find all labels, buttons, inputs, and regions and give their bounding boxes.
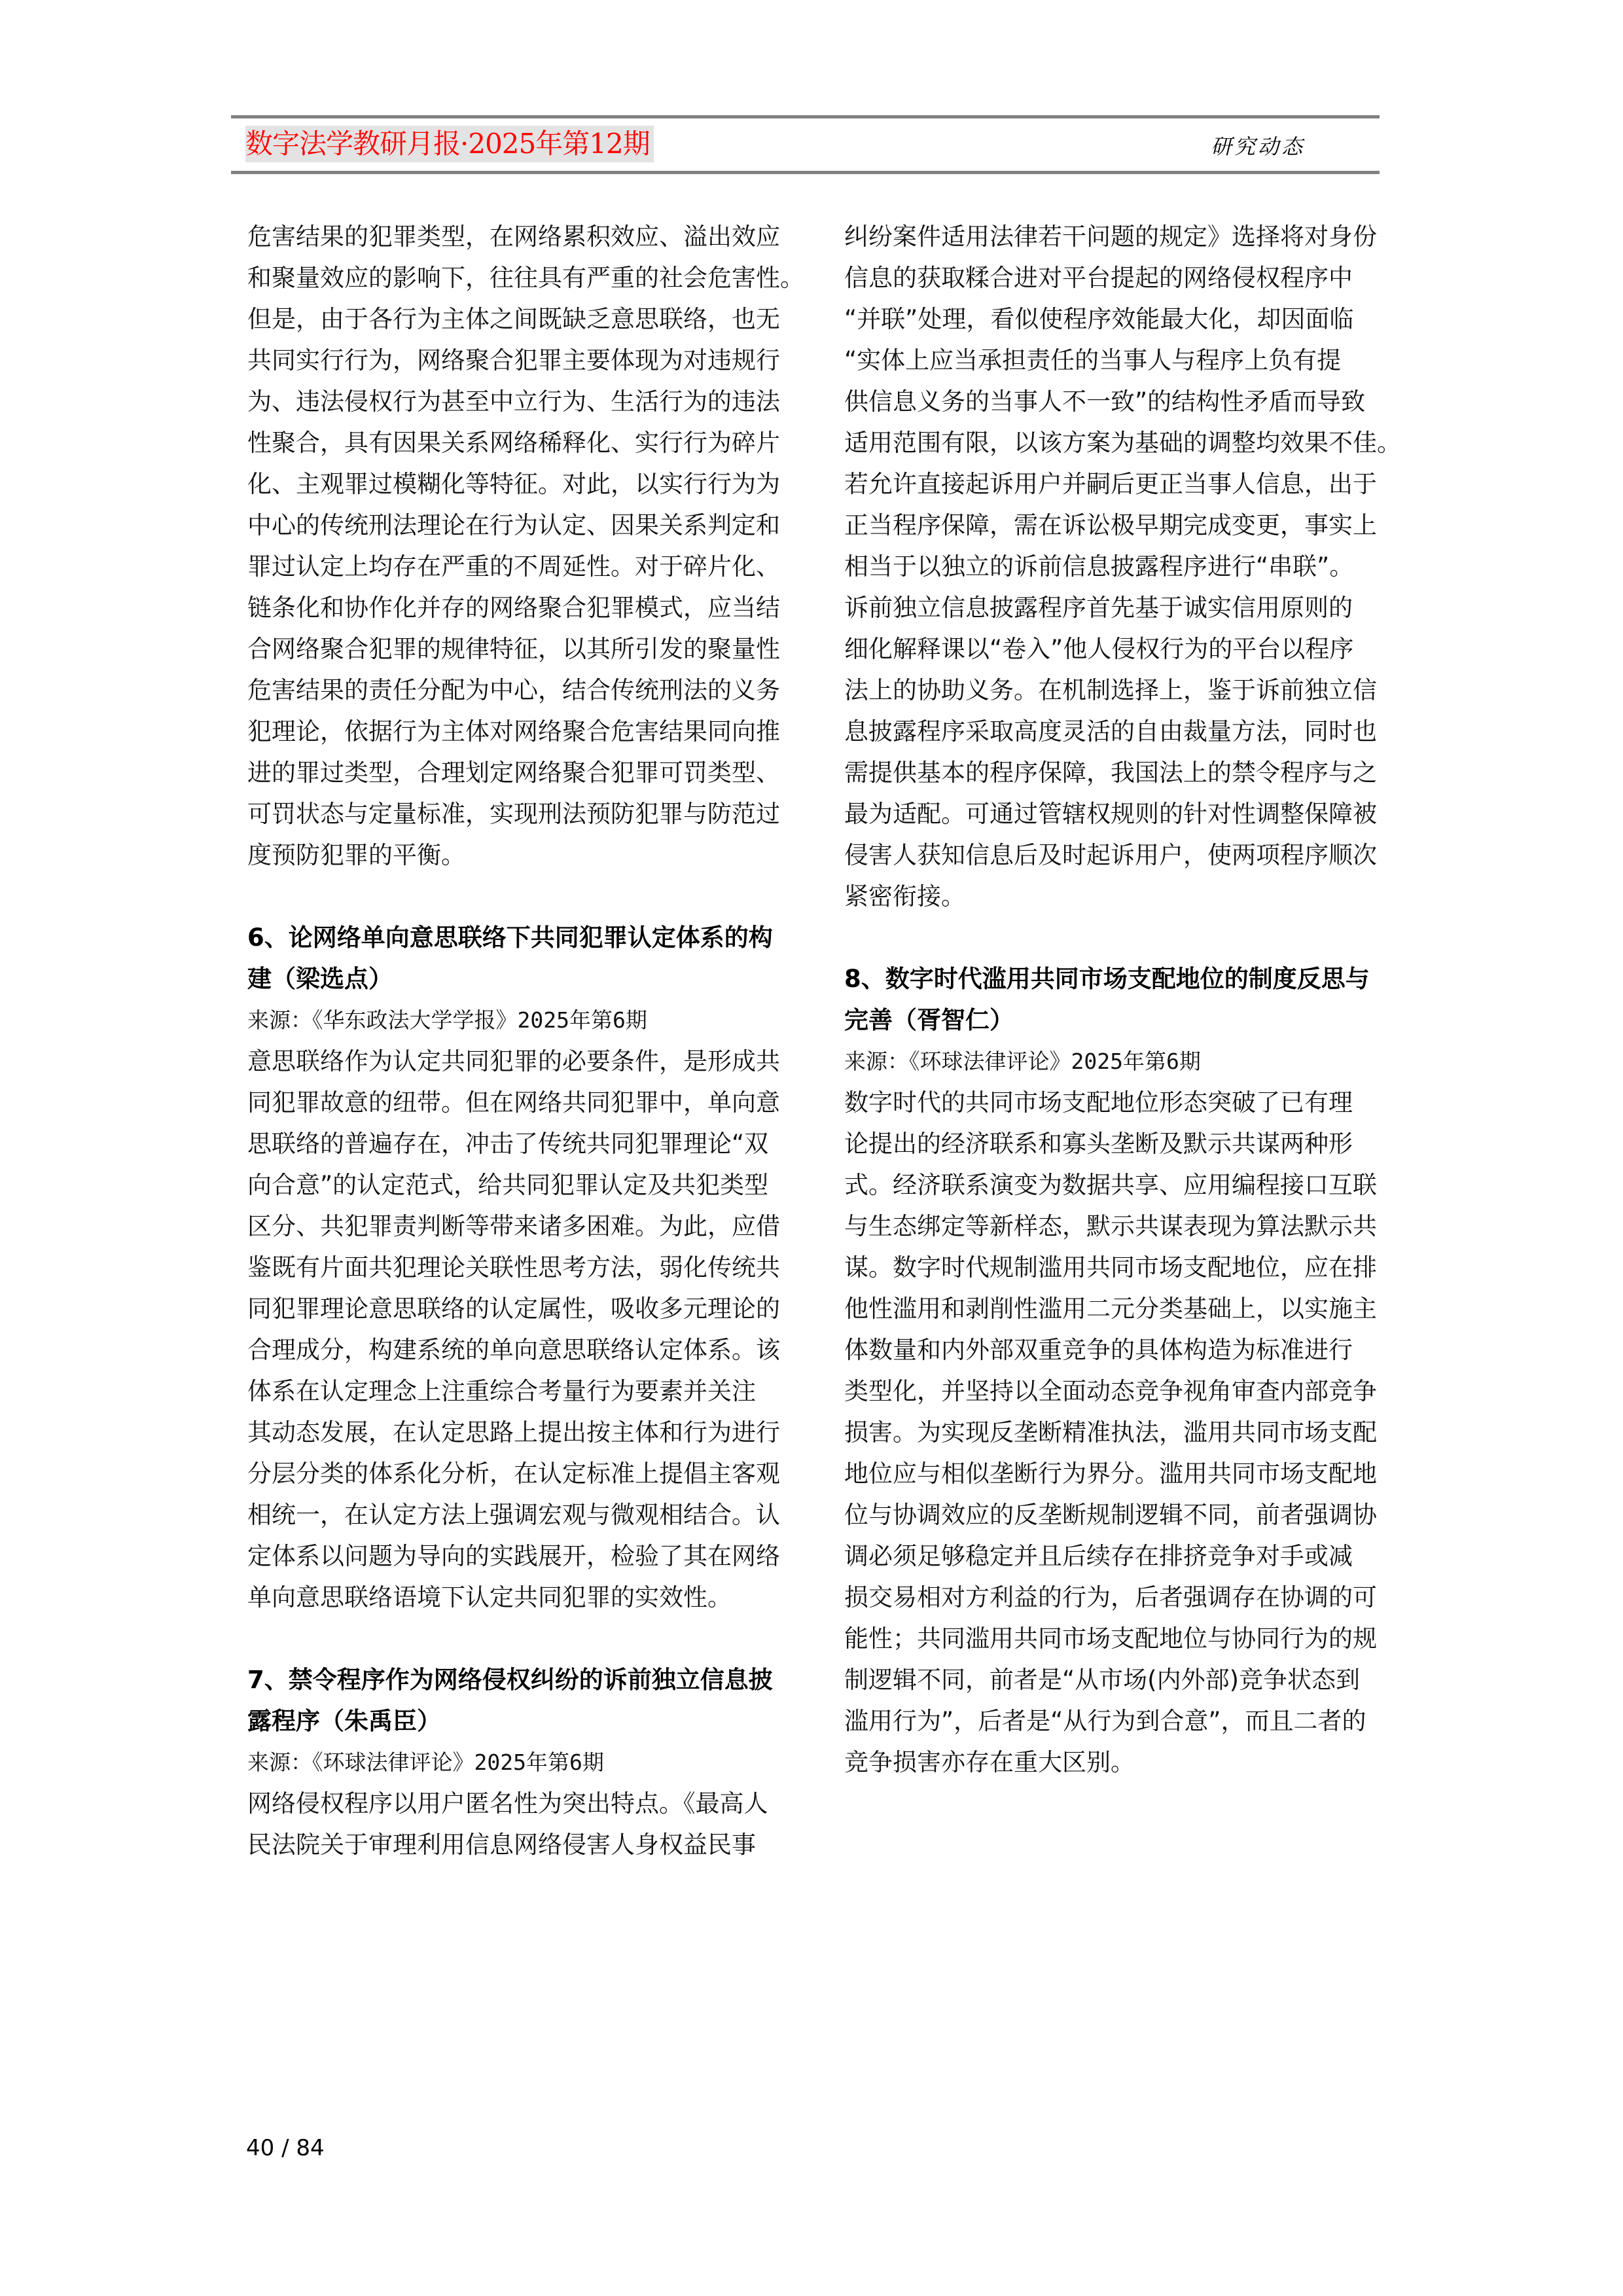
text-line: 适用范围有限，以该方案为基础的调整均效果不佳。 bbox=[844, 429, 1401, 457]
article-8 bbox=[844, 958, 1407, 1783]
text-line: 地位应与相似垄断行为界分。滥用共同市场支配地 bbox=[844, 1460, 1377, 1488]
text-line: 紧密衔接。 bbox=[844, 882, 965, 910]
text-line: 合网络聚合犯罪的规律特征，以其所引发的聚量性 bbox=[247, 635, 780, 663]
text-line: 共同实行行为，网络聚合犯罪主要体现为对违规行 bbox=[247, 346, 780, 374]
text-line: 性聚合，具有因果关系网络稀释化、实行行为碎片 bbox=[247, 429, 780, 457]
text-line: 和聚量效应的影响下，往往具有严重的社会危害性。 bbox=[247, 264, 804, 292]
right-column bbox=[844, 216, 1407, 1783]
header-rule-bottom bbox=[231, 171, 1380, 174]
text-line: 需提供基本的程序保障，我国法上的禁令程序与之 bbox=[844, 759, 1377, 787]
text-line: 可罚状态与定量标准，实现刑法预防犯罪与防范过 bbox=[247, 800, 780, 828]
text-line: 位与协调效应的反垄断规制逻辑不同，前者强调协 bbox=[844, 1501, 1377, 1529]
text-line: 度预防犯罪的平衡。 bbox=[247, 841, 465, 869]
text-line: 谋。数字时代规制滥用共同市场支配地位，应在排 bbox=[844, 1253, 1377, 1282]
text-line: 鉴既有片面共犯理论关联性思考方法，弱化传统共 bbox=[247, 1253, 780, 1282]
text-line: 网络侵权程序以用户匿名性为突出特点。《最高人 bbox=[247, 1789, 768, 1818]
text-line: 滥用行为”，后者是“从行为到合意”，而且二者的 bbox=[844, 1707, 1366, 1735]
text-line: 制逻辑不同，前者是“从市场(内外部)竞争状态到 bbox=[844, 1666, 1361, 1694]
text-line: 竞争损害亦存在重大区别。 bbox=[844, 1748, 1135, 1776]
text-line: 罪过认定上均存在严重的不周延性。对于碎片化、 bbox=[247, 552, 780, 581]
text-line: 但是，由于各行为主体之间既缺乏意思联络，也无 bbox=[247, 305, 780, 333]
text-line: 区分、共犯罪责判断等带来诸多困难。为此，应借 bbox=[247, 1212, 780, 1240]
article-source: 来源：《环球法律评论》2025年第6期 bbox=[247, 1749, 604, 1775]
article-title bbox=[844, 958, 1407, 1041]
text-line: 合理成分，构建系统的单向意思联络认定体系。该 bbox=[247, 1336, 780, 1364]
text-line: 危害结果的责任分配为中心，结合传统刑法的义务 bbox=[247, 676, 780, 704]
text-line: 链条化和协作化并存的网络聚合犯罪模式，应当结 bbox=[247, 594, 780, 622]
spacer bbox=[247, 876, 810, 917]
article-source: 来源：《环球法律评论》2025年第6期 bbox=[844, 1049, 1201, 1074]
text-line: 式。经济联系演变为数据共享、应用编程接口互联 bbox=[844, 1171, 1377, 1199]
article-7 bbox=[247, 1659, 810, 1865]
text-line: 危害结果的犯罪类型，在网络累积效应、溢出效应 bbox=[247, 223, 780, 251]
title-line: 7、禁令程序作为网络侵权纠纷的诉前独立信息披 bbox=[247, 1666, 773, 1694]
text-line: 最为适配。可通过管辖权规则的针对性调整保障被 bbox=[844, 800, 1377, 828]
text-line: 意思联络作为认定共同犯罪的必要条件，是形成共 bbox=[247, 1047, 780, 1075]
header-rule-top bbox=[231, 115, 1380, 118]
continued-paragraph bbox=[844, 216, 1407, 917]
text-line: 信息的获取糅合进对平台提起的网络侵权程序中 bbox=[844, 264, 1353, 292]
title-line: 建（梁选点） bbox=[247, 965, 393, 993]
article-source: 来源：《华东政法大学学报》2025年第6期 bbox=[247, 1007, 647, 1033]
text-line: “并联”处理，看似使程序效能最大化，却因面临 bbox=[844, 305, 1354, 333]
text-line: 分层分类的体系化分析，在认定标准上提倡主客观 bbox=[247, 1460, 780, 1488]
title-line: 6、论网络单向意思联络下共同犯罪认定体系的构 bbox=[247, 924, 773, 952]
text-line: 中心的传统刑法理论在行为认定、因果关系判定和 bbox=[247, 511, 780, 539]
text-line: 损交易相对方利益的行为，后者强调存在协调的可 bbox=[844, 1583, 1377, 1611]
text-line: 向合意”的认定范式，给共同犯罪认定及共犯类型 bbox=[247, 1171, 769, 1199]
section-label: 研究动态 bbox=[1211, 134, 1306, 159]
title-line: 露程序（朱禹臣） bbox=[247, 1707, 441, 1735]
text-line: 同犯罪故意的纽带。但在网络共同犯罪中，单向意 bbox=[247, 1088, 780, 1117]
text-line: 化、主观罪过模糊化等特征。对此，以实行行为为 bbox=[247, 470, 780, 498]
text-line: 体数量和内外部双重竞争的具体构造为标准进行 bbox=[844, 1336, 1353, 1364]
text-line: 细化解释课以“卷入”他人侵权行为的平台以程序 bbox=[844, 635, 1354, 663]
text-line: 法上的协助义务。在机制选择上，鉴于诉前独立信 bbox=[844, 676, 1377, 704]
journal-title: 数字法学教研月报·2025年第12期 bbox=[245, 126, 654, 162]
text-line: 同犯罪理论意思联络的认定属性，吸收多元理论的 bbox=[247, 1295, 780, 1323]
text-line: 供信息义务的当事人不一致”的结构性矛盾而导致 bbox=[844, 387, 1366, 416]
text-line: 他性滥用和剥削性滥用二元分类基础上，以实施主 bbox=[844, 1295, 1377, 1323]
title-line: 完善（胥智仁） bbox=[844, 1006, 1014, 1034]
article-6 bbox=[247, 917, 810, 1618]
left-column bbox=[247, 216, 810, 1865]
article-abstract bbox=[247, 1783, 810, 1865]
text-line: 为、违法侵权行为甚至中立行为、生活行为的违法 bbox=[247, 387, 780, 416]
text-line: 相当于以独立的诉前信息披露程序进行“串联”。 bbox=[844, 552, 1354, 581]
text-line: 诉前独立信息披露程序首先基于诚实信用原则的 bbox=[844, 594, 1353, 622]
text-line: 思联络的普遍存在，冲击了传统共同犯罪理论“双 bbox=[247, 1130, 769, 1158]
text-line: 能性；共同滥用共同市场支配地位与协同行为的规 bbox=[844, 1624, 1377, 1653]
article-title bbox=[247, 917, 810, 999]
text-line: 民法院关于审理利用信息网络侵害人身权益民事 bbox=[247, 1831, 756, 1859]
text-line: 若允许直接起诉用户并嗣后更正当事人信息，出于 bbox=[844, 470, 1377, 498]
text-line: 息披露程序采取高度灵活的自由裁量方法，同时也 bbox=[844, 717, 1377, 745]
text-line: 论提出的经济联系和寡头垄断及默示共谋两种形 bbox=[844, 1130, 1353, 1158]
text-line: 其动态发展，在认定思路上提出按主体和行为进行 bbox=[247, 1418, 780, 1446]
text-line: 犯理论，依据行为主体对网络聚合危害结果同向推 bbox=[247, 717, 780, 745]
article-abstract bbox=[844, 1082, 1407, 1783]
article-title bbox=[247, 1659, 810, 1742]
text-line: 损害。为实现反垄断精准执法，滥用共同市场支配 bbox=[844, 1418, 1377, 1446]
text-line: 相统一，在认定方法上强调宏观与微观相结合。认 bbox=[247, 1501, 780, 1529]
text-line: 进的罪过类型，合理划定网络聚合犯罪可罚类型、 bbox=[247, 759, 780, 787]
spacer bbox=[247, 1618, 810, 1659]
text-line: 侵害人获知信息后及时起诉用户，使两项程序顺次 bbox=[844, 841, 1377, 869]
text-line: “实体上应当承担责任的当事人与程序上负有提 bbox=[844, 346, 1342, 374]
text-line: 正当程序保障，需在诉讼极早期完成变更，事实上 bbox=[844, 511, 1377, 539]
page-number: 40 / 84 bbox=[246, 2135, 325, 2161]
text-line: 与生态绑定等新样态，默示共谋表现为算法默示共 bbox=[844, 1212, 1377, 1240]
text-line: 纠纷案件适用法律若干问题的规定》选择将对身份 bbox=[844, 223, 1377, 251]
text-line: 类型化，并坚持以全面动态竞争视角审查内部竞争 bbox=[844, 1377, 1377, 1405]
text-line: 数字时代的共同市场支配地位形态突破了已有理 bbox=[844, 1088, 1353, 1117]
text-line: 体系在认定理念上注重综合考量行为要素并关注 bbox=[247, 1377, 756, 1405]
continued-paragraph bbox=[247, 216, 810, 876]
text-line: 定体系以问题为导向的实践展开，检验了其在网络 bbox=[247, 1542, 780, 1570]
spacer bbox=[844, 917, 1407, 958]
text-line: 调必须足够稳定并且后续存在排挤竞争对手或减 bbox=[844, 1542, 1353, 1570]
text-line: 单向意思联络语境下认定共同犯罪的实效性。 bbox=[247, 1583, 732, 1611]
title-line: 8、数字时代滥用共同市场支配地位的制度反思与 bbox=[844, 965, 1370, 993]
article-abstract bbox=[247, 1041, 810, 1618]
